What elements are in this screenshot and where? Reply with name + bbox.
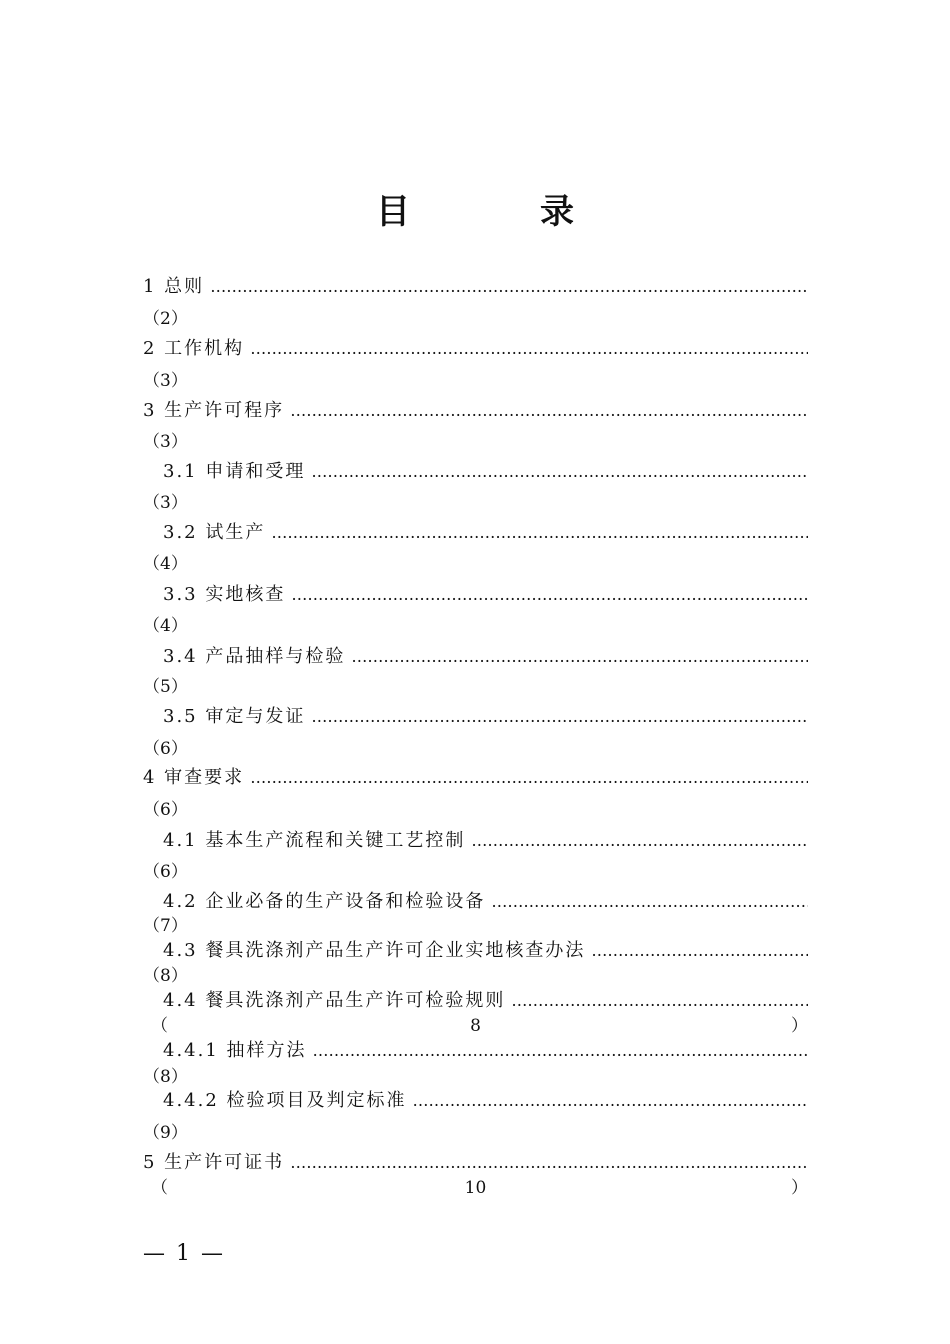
page-paren-open: （	[151, 1178, 168, 1198]
toc-page-number: （2）	[143, 309, 188, 329]
toc-entry-label: 4.4.1 抽样方法	[163, 1040, 307, 1061]
toc-entry-label: 3.1 申请和受理	[163, 461, 306, 482]
page-title: 目 录	[376, 192, 622, 232]
dot-leader	[311, 459, 808, 485]
toc-page-number: （6）	[143, 739, 188, 759]
dot-leader	[250, 765, 808, 791]
toc-page-number: （9）	[143, 1123, 188, 1143]
toc-page-number: （7）	[143, 916, 188, 936]
toc-entry-label: 1 总则	[143, 276, 205, 297]
toc-entry-label: 3.4 产品抽样与检验	[163, 646, 346, 667]
toc-entry[interactable]	[143, 828, 808, 854]
toc-entry-label: 4.4 餐具洗涤剂产品生产许可检验规则	[163, 990, 506, 1011]
toc-entry-label: 4.2 企业必备的生产设备和检验设备	[163, 891, 486, 912]
dot-leader	[351, 644, 808, 670]
toc-page-number: （4）	[143, 616, 188, 636]
dot-leader	[210, 274, 808, 300]
footer-page-number: — 1 —	[143, 1241, 225, 1266]
dot-leader	[291, 582, 808, 608]
page-number-value: 8	[470, 1016, 481, 1036]
toc-entry-label: 4 审查要求	[143, 767, 245, 788]
toc-entry-label: 3.5 审定与发证	[163, 706, 306, 727]
toc-page-number: （3）	[143, 371, 188, 391]
toc-page-number: （3）	[143, 493, 188, 513]
dot-leader	[511, 988, 808, 1014]
toc-entry[interactable]	[143, 644, 808, 670]
toc-entry[interactable]	[143, 582, 808, 608]
toc-entry-label: 4.1 基本生产流程和关键工艺控制	[163, 830, 466, 851]
dot-leader	[290, 398, 808, 424]
toc-entry[interactable]	[143, 1038, 808, 1064]
toc-entry-label: 3.2 试生产	[163, 522, 266, 543]
toc-entry[interactable]	[143, 459, 808, 485]
dot-leader	[491, 889, 808, 915]
dot-leader	[471, 828, 808, 854]
toc-entry-label: 4.3 餐具洗涤剂产品生产许可企业实地核查办法	[163, 940, 586, 961]
toc-page-number: （8）	[143, 966, 188, 986]
dot-leader	[271, 520, 808, 546]
toc-page-number	[143, 1013, 808, 1039]
toc-page-number: （5）	[143, 677, 188, 697]
toc-entry[interactable]	[143, 889, 808, 915]
dot-leader	[591, 938, 808, 964]
toc-page-number: （4）	[143, 554, 188, 574]
toc-page-number: （3）	[143, 432, 188, 452]
dot-leader	[413, 1088, 808, 1114]
toc-entry-label: 4.4.2 检验项目及判定标准	[163, 1090, 407, 1111]
toc-page-number: （8）	[143, 1067, 188, 1087]
toc-entry[interactable]	[143, 988, 808, 1014]
toc-entry-label: 3.3 实地核查	[163, 584, 286, 605]
toc-page-number: （6）	[143, 862, 188, 882]
toc-page-number	[143, 1175, 808, 1201]
toc-entry[interactable]	[143, 938, 808, 964]
toc-entry[interactable]	[143, 1150, 808, 1176]
toc-page-number: （6）	[143, 800, 188, 820]
toc-entry-label: 5 生产许可证书	[143, 1152, 285, 1173]
toc-entry-label: 3 生产许可程序	[143, 400, 285, 421]
toc-entry-label: 2 工作机构	[143, 338, 245, 359]
toc-entry[interactable]	[143, 274, 808, 300]
dot-leader	[311, 704, 808, 730]
toc-entry[interactable]	[143, 1088, 808, 1114]
page-number-value: 10	[464, 1178, 487, 1198]
toc-entry[interactable]	[143, 765, 808, 791]
page-paren-open: （	[151, 1016, 168, 1036]
dot-leader	[250, 336, 808, 362]
toc-entry[interactable]	[143, 704, 808, 730]
toc-entry[interactable]	[143, 520, 808, 546]
page-paren-close: ）	[791, 1178, 808, 1198]
toc-entry[interactable]	[143, 336, 808, 362]
page-paren-close: ）	[791, 1016, 808, 1036]
dot-leader	[290, 1150, 808, 1176]
dot-leader	[313, 1038, 808, 1064]
toc-entry[interactable]	[143, 398, 808, 424]
